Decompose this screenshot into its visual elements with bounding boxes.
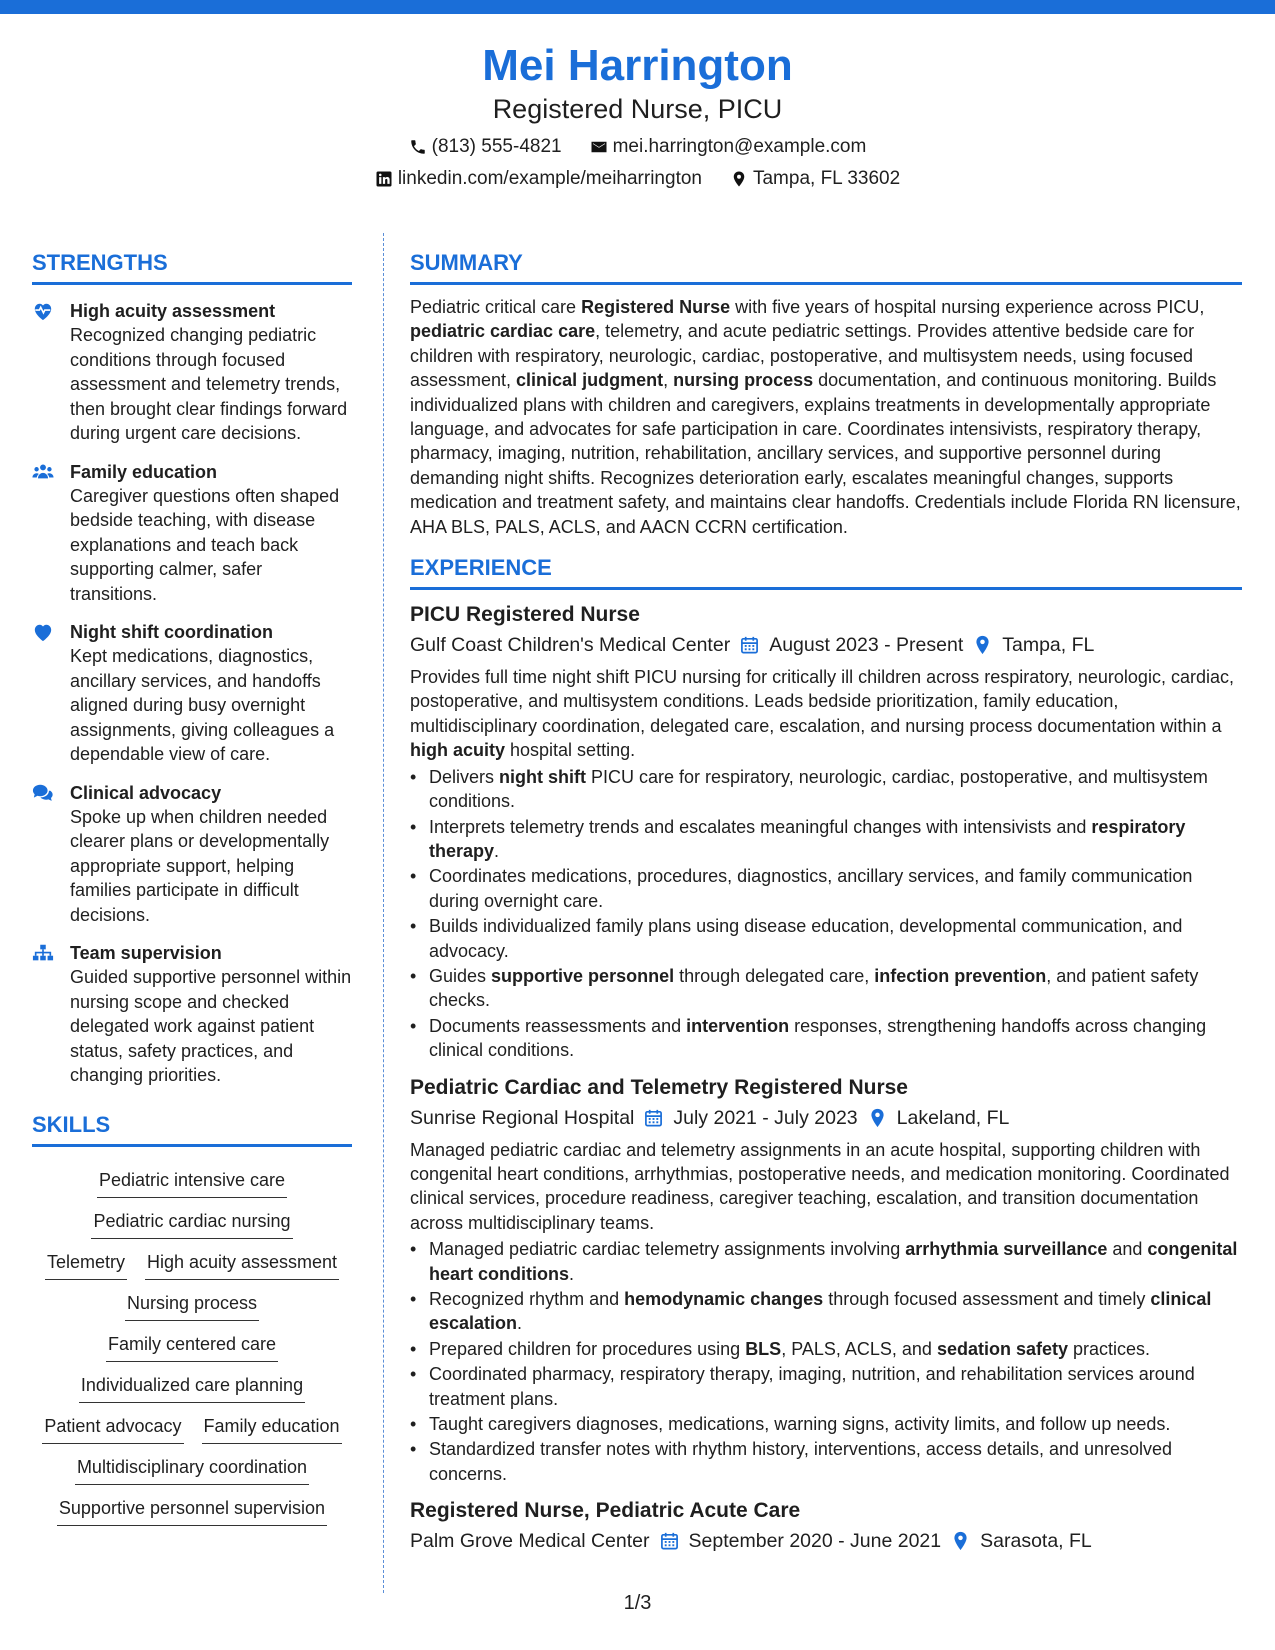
job-bullet-text-segment: Recognized rhythm and [429,1289,625,1309]
calendar-icon [644,1108,663,1128]
job-dates: September 2020 - June 2021 [688,1530,942,1553]
job-description-bold-segment: high acuity [410,740,506,761]
phone-text: (813) 555-4821 [431,136,562,157]
linkedin-icon [375,170,393,188]
job-location: Lakeland, FL [896,1106,1010,1129]
strength-item [32,620,352,767]
summary-text-segment: documentation, and continuous monitoring. Builds individualized plans with children and caregivers, explains treatments in developmentally appropriate language, and advocates for safe participation in care. Coordinates intensivists, respiratory therapy, pharmacy, imaging, nutrition, rehabilitation, ancillary services, and supportive personnel during demanding night shifts. Recognizes deterioration early, escalates meaningful changes, supports medication and treatment safety, and maintains clear handoffs. Credentials include Florida RN licensure, AHA BLS, PALS, ACLS, and AACN CCRN certification. [410,370,1241,537]
job-bullet [410,1362,1242,1411]
job-description-text-segment: Provides full time night shift PICU nursing for critically ill children across respiratory, neurologic, cardiac, postoperative, and multisystem conditions. Leads bedside prioritization, family education, multidisciplinary coordination, delegated care, escalation, and nursing process documentation within a [410,667,1234,736]
job-entry [410,600,1242,1063]
job-title: PICU Registered Nurse [410,603,640,627]
skill-tag: Nursing process [125,1288,259,1321]
skill-tag: Patient advocacy [42,1411,183,1444]
job-meta [410,630,1242,660]
strength-item [32,941,352,1088]
job-meta [410,1103,1242,1133]
right-column [410,248,1242,1556]
strength-text: Recognized changing pediatric conditions through focused assessment and telemetry trends, then brought clear findings forward during urgent care decisions. [70,325,348,443]
job-bullet [410,1412,1242,1436]
job-dates: July 2021 - July 2023 [673,1106,858,1129]
skill-row [79,1370,305,1403]
job-bullet-text-segment: Interprets telemetry trends and escalates meaningful changes with intensivists and [429,816,1092,837]
strength-text: Spoke up when children needed clearer plans or developmentally appropriate support, helping families participate in difficult decisions. [70,806,330,925]
job-employer: Sunrise Regional Hospital [410,1106,635,1129]
job-description [410,665,1242,763]
strength-item [32,781,352,928]
job-description-text-segment: hospital setting. [505,740,636,761]
skill-row [45,1247,339,1280]
job-bullets [410,765,1242,1063]
job-employer: Gulf Coast Children's Medical Center [410,634,731,657]
skill-tag: Individualized care planning [79,1370,305,1403]
job-bullet [410,765,1242,814]
job-bullet-bold-segment: congenital heart conditions [429,1239,1238,1284]
job-bullet-text-segment: Guides [429,965,492,986]
job-bullet-text-segment: Standardized transfer notes with rhythm history, interventions, access details, and unresolved concerns. [429,1439,1173,1484]
column-divider [383,233,384,1593]
skill-tag: Telemetry [45,1247,127,1280]
summary-heading: SUMMARY [410,248,1242,285]
candidate-title: Registered Nurse, PICU [492,94,783,124]
users-icon [32,460,56,607]
skills-list [32,1157,352,1526]
experience-list [410,600,1242,1556]
map-pin-icon [730,170,748,188]
job-bullet-text-segment: through delegated care, [674,965,875,986]
skill-tag: Supportive personnel supervision [57,1493,327,1526]
strength-item [32,460,352,607]
location-contact [730,167,900,191]
skill-tag: Family centered care [106,1329,278,1362]
job-bullet-bold-segment: arrhythmia surveillance [905,1239,1108,1260]
summary-bold-segment: nursing process [673,370,814,391]
candidate-name: Mei Harrington [482,41,793,90]
strength-title: Family education [70,461,218,482]
job-bullet-bold-segment: intervention [686,1015,790,1036]
summary-bold-segment: Registered Nurse [581,297,731,317]
comments-icon [32,781,56,928]
job-title: Pediatric Cardiac and Telemetry Registered Nurse [410,1075,908,1099]
top-accent-bar [0,0,1275,14]
strength-text: Caregiver questions often shaped bedside teaching, with disease explanations and teach back supporting calmer, safer transitions. [70,485,340,604]
strength-text: Guided supportive personnel within nursing scope and checked delegated work against patient status, safety practices, and changing priorities. [70,967,352,1085]
experience-heading: EXPERIENCE [410,553,1242,590]
strengths-heading: STRENGTHS [32,248,352,285]
job-bullet-bold-segment: supportive personnel [491,965,675,986]
linkedin-text[interactable]: linkedin.com/example/meiharrington [397,168,702,189]
skill-row [42,1411,341,1444]
summary-text-segment: , telemetry, and acute pediatric settings. Provides attentive bedside care for children with respiratory, neurologic, cardiac, postoperative, and multisystem needs, using focused assessment, [410,321,1195,391]
job-dates: August 2023 - Present [769,634,964,657]
job-bullet [410,964,1242,1013]
job-bullet-bold-segment: BLS [745,1338,782,1359]
skill-row [106,1329,278,1362]
job-entry [410,1496,1242,1556]
skill-tag: Multidisciplinary coordination [75,1452,309,1485]
skill-row [97,1165,287,1198]
job-bullet-text-segment: and [1107,1239,1148,1260]
summary-text-segment: , [663,370,674,391]
summary-text-segment: Pediatric critical care [410,297,582,317]
map-pin-icon [973,635,992,655]
job-bullet [410,1437,1242,1486]
job-bullet-text-segment: . [569,1263,575,1284]
calendar-icon [660,1531,679,1551]
strength-item [32,299,352,446]
summary-bold-segment: clinical judgment [516,370,664,391]
skill-row [125,1288,259,1321]
location-text: Tampa, FL 33602 [752,168,901,189]
phone-icon [409,138,427,156]
job-bullet-text-segment: Managed pediatric cardiac telemetry assignments involving [429,1239,906,1260]
job-bullet-text-segment: , PALS, ACLS, and [781,1338,937,1359]
map-pin-icon [951,1531,970,1551]
job-bullet-text-segment: PICU care for respiratory, neurologic, cardiac, postoperative, and multisystem conditions. [429,766,1208,812]
calendar-icon [740,635,759,655]
job-entry [410,1073,1242,1487]
strength-title: Night shift coordination [70,622,273,642]
job-location: Sarasota, FL [980,1530,1092,1553]
strength-title: High acuity assessment [70,301,276,321]
page-number: 1/3 [623,1592,652,1614]
heart-pulse-icon [32,299,56,446]
skill-tag: Pediatric cardiac nursing [91,1206,292,1239]
summary-bold-segment: pediatric cardiac care [410,321,596,342]
linkedin-contact[interactable] [375,167,702,191]
job-bullet-text-segment: . [494,840,500,861]
job-bullet-text-segment: , and patient safety checks. [429,965,1199,1011]
skill-row [91,1206,292,1239]
job-bullet-text-segment: Builds individualized family plans using disease education, developmental communication, and advocacy. [429,916,1183,961]
strength-body [70,620,352,767]
job-bullet [410,864,1242,913]
map-pin-icon [868,1108,887,1128]
strength-body [70,299,352,446]
heart-icon [32,620,56,767]
left-column [32,248,352,1526]
skill-tag: Pediatric intensive care [97,1165,287,1198]
job-bullet-bold-segment: respiratory therapy [429,816,1186,861]
skill-tag: High acuity assessment [145,1247,339,1280]
job-bullet-text-segment: . [517,1313,523,1334]
job-bullet-bold-segment: hemodynamic changes [624,1289,824,1309]
strength-title: Team supervision [70,943,222,963]
phone-contact [409,135,562,159]
job-bullet-bold-segment: infection prevention [874,965,1047,986]
contact-row-1 [0,135,1275,159]
job-bullet-text-segment: Prepared children for procedures using [429,1338,746,1359]
job-bullet [410,1287,1242,1336]
job-bullet-text-segment: Coordinates medications, procedures, diagnostics, ancillary services, and family communication during overnight care. [429,866,1193,911]
job-location: Tampa, FL [1002,634,1095,657]
job-bullet [410,914,1242,963]
job-title: Registered Nurse, Pediatric Acute Care [410,1499,801,1523]
resume-header [0,40,1275,191]
summary-text [410,295,1242,539]
strengths-list [32,299,352,1088]
strength-text: Kept medications, diagnostics, ancillary services, and handoffs aligned during busy overnight assignments, giving colleagues a dependable view of care. [70,646,335,764]
job-description [410,1138,1242,1236]
skill-row [75,1452,309,1485]
job-bullet-text-segment: Taught caregivers diagnoses, medications, warning signs, activity limits, and follow up needs. [429,1414,1171,1435]
job-bullets [410,1237,1242,1486]
email-text[interactable]: mei.harrington@example.com [612,136,867,157]
job-bullet-text-segment: Documents reassessments and [429,1015,687,1036]
job-bullet-text-segment: Coordinated pharmacy, respiratory therapy, imaging, nutrition, and rehabilitation services around treatment plans. [429,1364,1195,1409]
summary-text-segment: with five years of hospital nursing experience across PICU, [730,297,1205,317]
job-bullet-text-segment: through focused assessment and timely [823,1289,1151,1309]
job-bullet-text-segment: responses, strengthening handoffs across changing clinical conditions. [429,1015,1207,1061]
contact-row-2 [0,167,1275,191]
job-meta [410,1526,1242,1556]
job-bullet [410,1014,1242,1063]
job-bullet-bold-segment: sedation safety [936,1338,1068,1359]
strength-body [70,941,352,1088]
strength-body [70,781,352,928]
job-bullet-text-segment: practices. [1068,1338,1151,1359]
strength-title: Clinical advocacy [70,782,222,803]
job-bullet [410,1237,1242,1286]
skill-row [57,1493,327,1526]
email-contact[interactable] [590,135,867,159]
envelope-icon [590,138,608,156]
sitemap-icon [32,941,56,1088]
job-bullet [410,1337,1242,1361]
job-bullet-text-segment: Delivers [429,766,500,787]
strength-body [70,460,352,607]
skill-tag: Family education [202,1411,342,1444]
job-bullet-bold-segment: clinical escalation [429,1289,1212,1334]
job-bullet-bold-segment: night shift [499,766,586,787]
skills-heading: SKILLS [32,1110,352,1147]
job-employer: Palm Grove Medical Center [410,1530,650,1553]
job-description-text-segment: Managed pediatric cardiac and telemetry assignments in an acute hospital, supporting children with congenital heart conditions, arrhythmias, postoperative needs, and medication monitoring. Coordinated clinical services, procedure readiness, caregiver teaching, escalation, and transition documentation across multidisciplinary teams. [410,1139,1230,1233]
job-bullet [410,815,1242,864]
